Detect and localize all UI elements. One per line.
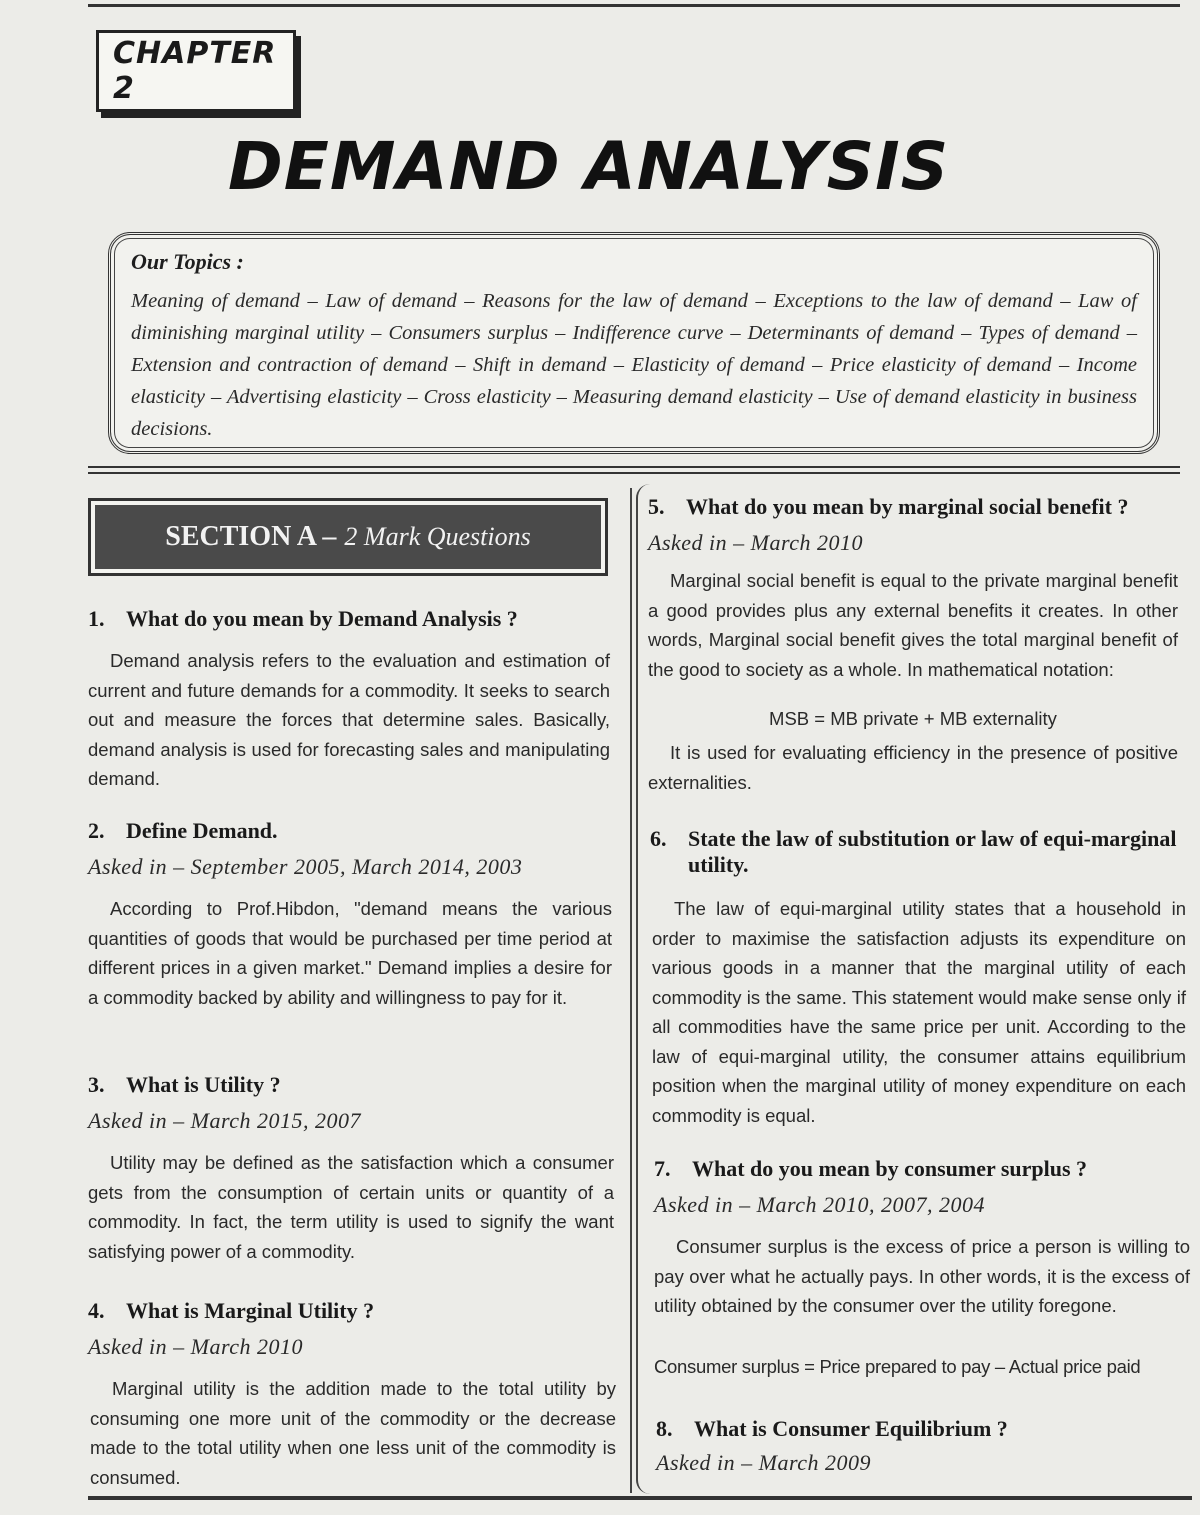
bottom-rule [88, 1496, 1192, 1500]
asked-in-7: Asked in – March 2010, 2007, 2004 [654, 1192, 985, 1217]
question-text: What do you mean by Demand Analysis ? [126, 606, 518, 631]
topics-box [108, 232, 1160, 454]
answer-7: Consumer surplus is the excess of price a person is willing to pay over what he actually pays. In other words, it is the excess of utility obtained by the consumer over the utility foregone. [654, 1236, 1190, 1316]
chapter-label: CHAPTER 2 [113, 36, 277, 106]
question-7 [654, 1156, 1184, 1182]
answer-4: Marginal utility is the addition made to the total utility by consuming one more unit of the commodity or the decrease made to the total utility when one less unit of the commodity is consumed. [90, 1378, 616, 1488]
question-number: 1. [88, 606, 105, 631]
section-title: SECTION A – [165, 521, 337, 552]
chapter-label-box [96, 30, 296, 112]
topics-heading: Our Topics : [131, 249, 244, 274]
question-8 [656, 1416, 1186, 1442]
asked-in-4: Asked in – March 2010 [88, 1334, 303, 1359]
question-text: What do you mean by marginal social benefit ? [686, 494, 1129, 519]
divider [88, 466, 1180, 468]
question-6 [650, 826, 1186, 878]
topics-text: Meaning of demand – Law of demand – Reasons for the law of demand – Exceptions to the law of demand – Law of diminishing marginal utility – Consumers surplus – Indifference curve – Determinants of demand – Types of demand – Extension and contraction of demand – Shift in demand – Elasticity of demand – Price elasticity of demand – Income elasticity – Advertising elasticity – Cross elasticity – Measuring demand elasticity – Use of demand elasticity in business decisions. [131, 290, 1137, 440]
question-number: 8. [656, 1416, 673, 1441]
question-number: 2. [88, 818, 105, 843]
answer-6: The law of equi-marginal utility states that a household in order to maximise the satisfaction adjusts its expenditure on various goods in a manner that the marginal utility of each commodity is the same. This statement would make sense only if all commodities have the same price per unit. According to the law of equi-marginal utility, the consumer attains equilibrium position when the marginal utility of money expenditure on each commodity is equal. [652, 898, 1186, 1126]
question-text: What is Consumer Equilibrium ? [694, 1416, 1008, 1441]
asked-in-3: Asked in – March 2015, 2007 [88, 1108, 361, 1133]
asked-in-5: Asked in – March 2010 [648, 530, 863, 555]
question-5 [648, 494, 1178, 520]
answer-3: Utility may be defined as the satisfaction which a consumer gets from the consumption of certain units or quantity of a commodity. In fact, the term utility is used to signify the want satisfying power of a commodity. [88, 1152, 614, 1262]
answer-1: Demand analysis refers to the evaluation and estimation of current and future demands for a commodity. It seeks to search out and measure the forces that determine sales. Basically, demand analysis is used for forecasting sales and manipulating demand. [88, 650, 610, 789]
question-number: 5. [648, 494, 665, 519]
question-text: What is Marginal Utility ? [126, 1298, 375, 1323]
answer-5-continued: It is used for evaluating efficiency in the presence of positive externalities. [648, 742, 1178, 793]
question-text: State the law of substitution or law of equi-marginal utility. [688, 826, 1177, 877]
question-text: What do you mean by consumer surplus ? [692, 1156, 1088, 1181]
asked-in-8: Asked in – March 2009 [656, 1450, 871, 1475]
question-1 [88, 606, 618, 632]
question-number: 4. [88, 1298, 105, 1323]
question-text: Define Demand. [126, 818, 278, 843]
section-banner [88, 498, 608, 576]
page-title: DEMAND ANALYSIS [228, 128, 950, 205]
divider [88, 472, 1180, 474]
formula-5: MSB = MB private + MB externality [769, 708, 1057, 729]
question-3 [88, 1072, 618, 1098]
answer-5: Marginal social benefit is equal to the private marginal benefit a good provides plus any external benefits it creates. In other words, Marginal social benefit gives the total marginal benefit of the good to society as a whole. In mathematical notation: [648, 570, 1178, 680]
question-number: 3. [88, 1072, 105, 1097]
asked-in-2: Asked in – September 2005, March 2014, 2003 [88, 854, 523, 879]
top-rule [88, 4, 1180, 7]
question-2 [88, 818, 618, 844]
question-4 [88, 1298, 618, 1324]
question-number: 6. [650, 826, 667, 851]
formula-7: Consumer surplus = Price prepared to pay – Actual price paid [654, 1356, 1141, 1377]
question-text: What is Utility ? [126, 1072, 281, 1097]
answer-2: According to Prof.Hibdon, "demand means the various quantities of goods that would be purchased per time period at different prices in a given market." Demand implies a desire for a commodity backed by ability and willingness to pay for it. [88, 898, 612, 1008]
question-number: 7. [654, 1156, 671, 1181]
section-subtitle: 2 Mark Questions [344, 522, 531, 551]
